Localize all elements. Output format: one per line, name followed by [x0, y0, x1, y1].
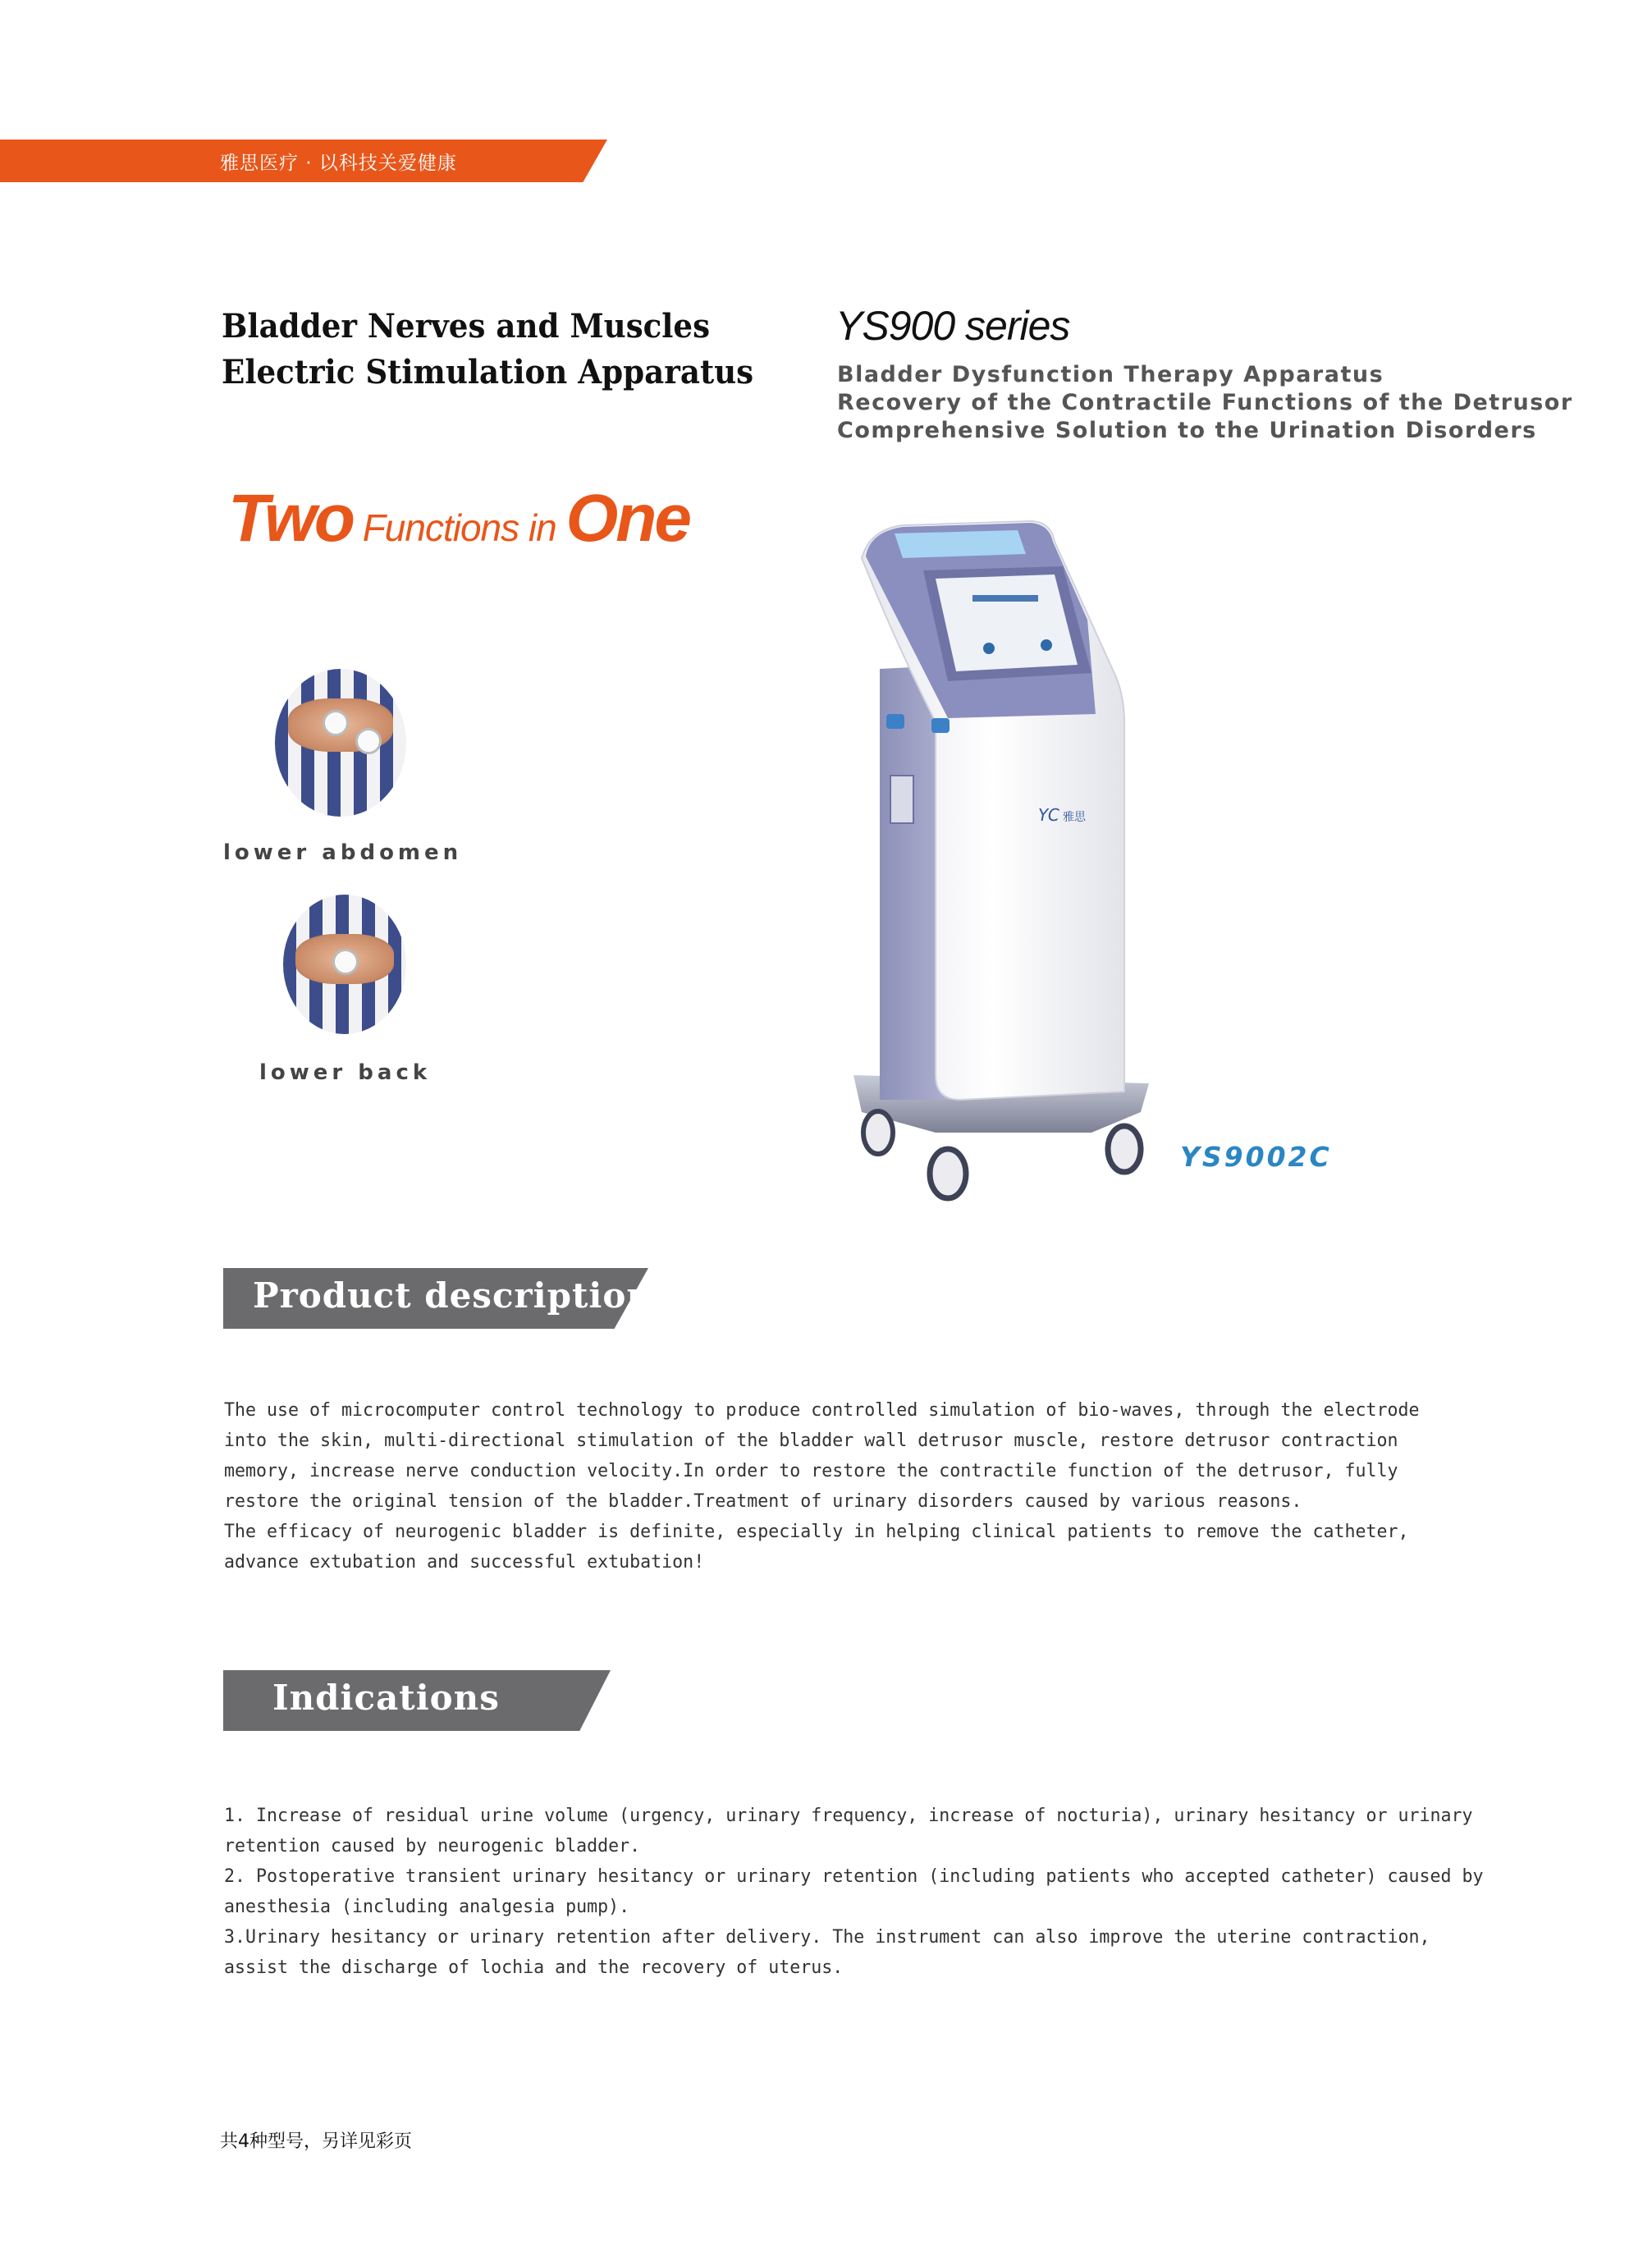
slogan: [228, 480, 689, 557]
indication-line: 1. Increase of residual urine volume (urgency, urinary frequency, increase of nocturia), urinary hesitancy or urinary: [224, 1805, 1473, 1826]
lower-abdomen-label: lower abdomen: [223, 840, 463, 865]
series-subtitles: [837, 361, 1573, 445]
footer-note: 共4种型号，另详见彩页: [220, 2131, 412, 2152]
indications-heading: Indications: [272, 1678, 500, 1718]
description-line: The use of microcomputer control technology to produce controlled simulation of bio-waves, through the electrode: [224, 1399, 1420, 1421]
series-title: YS900 series: [835, 303, 1070, 349]
subtitle-line2: Recovery of the Contractile Functions of the Detrusor: [837, 390, 1573, 415]
indication-line: anesthesia (including analgesia pump).: [224, 1896, 630, 1917]
description-line: memory, increase nerve conduction velocity.In order to restore the contractile function of the detrusor, fully: [224, 1460, 1398, 1481]
indication-line: assist the discharge of lochia and the recovery of uterus.: [224, 1957, 844, 1978]
product-title-line2: Electric Stimulation Apparatus: [222, 353, 754, 391]
description-line: advance extubation and successful extubation!: [224, 1551, 705, 1573]
model-label: YS9002C: [1180, 1141, 1332, 1173]
product-description-text: [224, 1395, 1419, 1577]
lower-abdomen-image: [275, 669, 406, 817]
svg-text:YC: YC: [1038, 805, 1059, 825]
therapy-apparatus-image: [845, 509, 1174, 1231]
lower-back-image: [283, 895, 406, 1034]
subtitle-line1: Bladder Dysfunction Therapy Apparatus: [837, 362, 1384, 387]
svg-text:雅思: 雅思: [1063, 811, 1086, 824]
description-line: into the skin, multi-directional stimulation of the bladder wall detrusor muscle, restore detrusor contraction: [224, 1430, 1398, 1451]
lower-back-label: lower back: [259, 1060, 432, 1085]
product-title-line1: Bladder Nerves and Muscles: [222, 307, 711, 346]
description-line: restore the original tension of the bladder.Treatment of urinary disorders caused by various reasons.: [224, 1490, 1302, 1512]
slogan-functions-in: Functions in: [352, 506, 566, 549]
indication-line: 3.Urinary hesitancy or urinary retention after delivery. The instrument can also improve the uterine contraction,: [224, 1926, 1430, 1948]
description-line: The efficacy of neurogenic bladder is definite, especially in helping clinical patients to remove the catheter,: [224, 1521, 1409, 1542]
indication-line: 2. Postoperative transient urinary hesitancy or urinary retention (including patients who accepted catheter) caused by: [224, 1866, 1484, 1887]
slogan-one: One: [565, 481, 689, 556]
indications-text: [224, 1801, 1484, 1983]
indication-line: retention caused by neurogenic bladder.: [224, 1835, 641, 1856]
subtitle-line3: Comprehensive Solution to the Urination Disorders: [837, 418, 1537, 443]
slogan-two: Two: [228, 481, 353, 556]
product-title: [222, 304, 753, 396]
product-description-heading: Product description: [253, 1275, 652, 1316]
banner-text: 雅思医疗 · 以科技关爱健康: [220, 153, 457, 174]
